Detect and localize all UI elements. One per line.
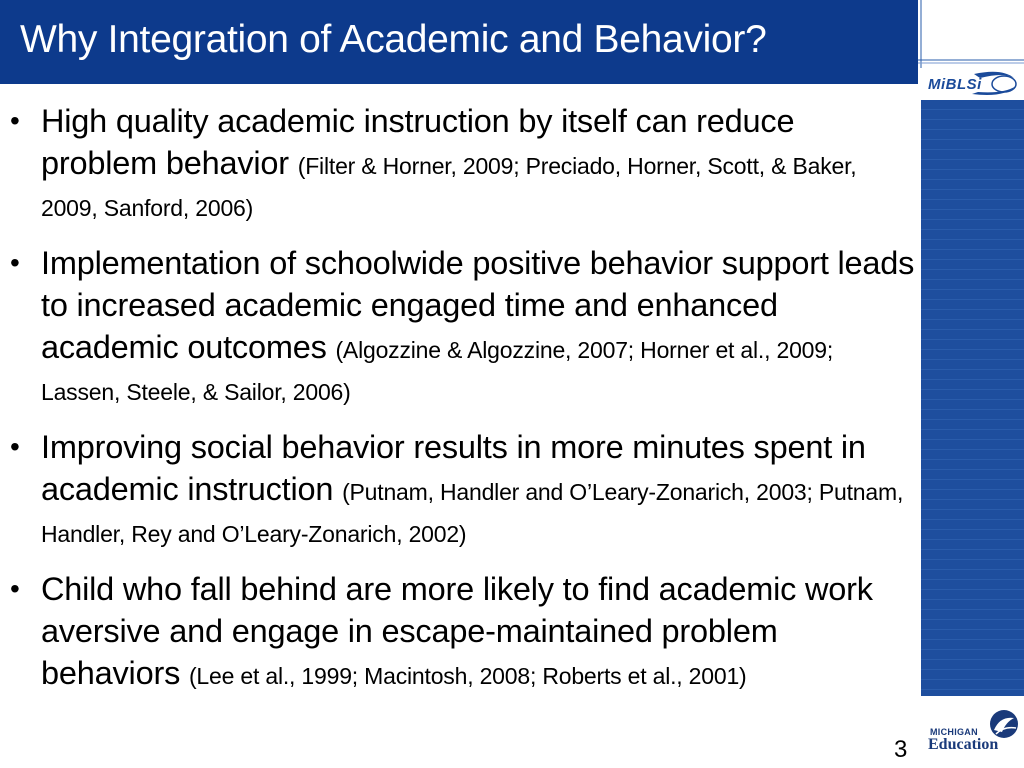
bullet-text: Child who fall behind are more likely to find academic work aversive and engage in escape-maintained problem behaviors	[41, 571, 873, 691]
right-sidebar-band	[921, 100, 1024, 696]
bullet-marker: •	[10, 247, 20, 278]
bullet-list	[0, 100, 918, 710]
bullet-marker: •	[10, 573, 20, 604]
education-logo-text: Education	[928, 736, 999, 753]
bullet-citation: (Lee et al., 1999; Macintosh, 2008; Roberts et al., 2001)	[188, 663, 747, 689]
bullet-marker: •	[10, 105, 20, 136]
page-number: 3	[894, 736, 908, 763]
bullet-citation: (Filter & Horner, 2009; Preciado, Horner, Scott, & Baker, 2009, Sanford, 2006)	[41, 153, 857, 221]
corner-decoration	[918, 0, 1024, 68]
bullet-item	[0, 568, 918, 694]
title-bar	[0, 0, 918, 84]
michigan-small-text: MICHIGAN	[930, 727, 978, 737]
bullet-citation: (Putnam, Handler and O’Leary-Zonarich, 2003; Putnam, Handler, Rey and O’Leary-Zonarich, 2002)	[41, 479, 904, 547]
slide-title: Why Integration of Academic and Behavior?	[20, 18, 767, 61]
bullet-item	[0, 100, 918, 226]
bullet-item	[0, 426, 918, 552]
bullet-marker: •	[10, 431, 20, 462]
bullet-item	[0, 242, 918, 410]
mibls-logo-text: MiBLSi	[928, 76, 982, 93]
bullet-citation: (Algozzine & Algozzine, 2007; Horner et al., 2009; Lassen, Steele, & Sailor, 2006)	[41, 337, 834, 405]
bullet-text: Improving social behavior results in more minutes spent in academic instruction	[41, 429, 866, 507]
bullet-text: Implementation of schoolwide positive behavior support leads to increased academic engaged time and enhanced academic outcomes	[41, 245, 915, 365]
bullet-text: High quality academic instruction by itself can reduce problem behavior	[41, 103, 795, 181]
